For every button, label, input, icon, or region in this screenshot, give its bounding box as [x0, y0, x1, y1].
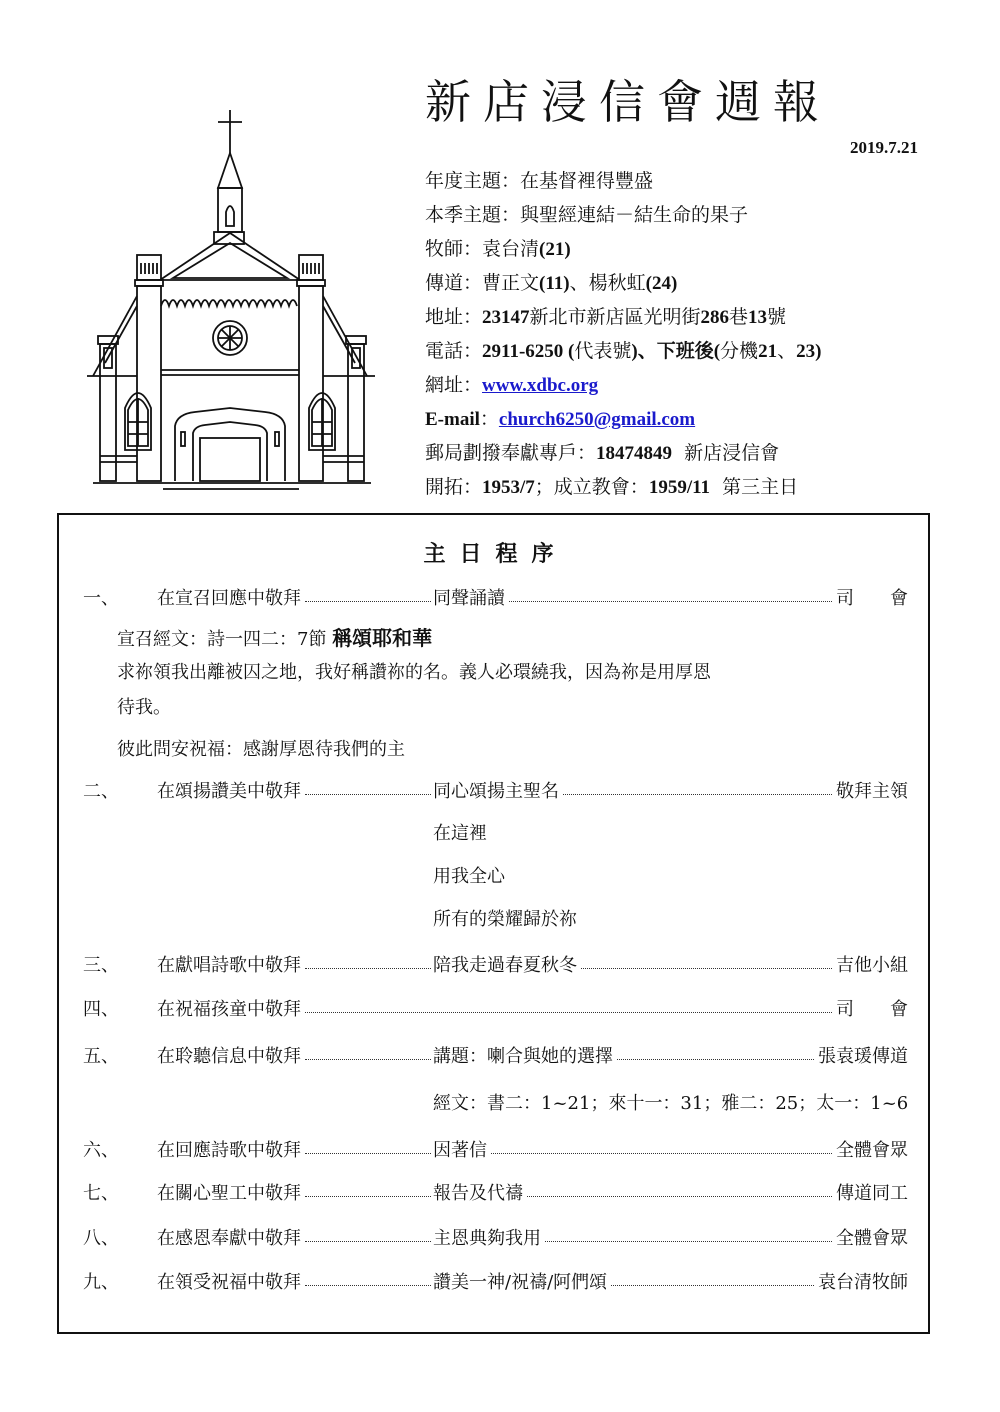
- phone-main-label: 代表號: [574, 340, 632, 362]
- evangelist1-ext: (11): [539, 273, 570, 294]
- call-verse-text-2: 待我。: [117, 697, 171, 718]
- annual-theme: [425, 169, 653, 193]
- program-item-number: 七、: [83, 1183, 119, 1204]
- dotted-leader: [305, 1012, 832, 1013]
- email-colon: ：: [479, 408, 499, 430]
- program-item-content: 同聲誦讀: [433, 588, 505, 609]
- postal-number: 18474849: [596, 443, 673, 464]
- phone-ext-label: 分機: [720, 340, 759, 362]
- program-item-leader: 司 會: [836, 999, 908, 1020]
- song-2: 用我全心: [433, 866, 505, 887]
- pastor-name: 袁台清: [482, 238, 540, 260]
- address-part2: 巷: [729, 306, 749, 328]
- church-illustration: [85, 108, 377, 493]
- song-1: 在這裡: [433, 823, 487, 844]
- song-3: 所有的榮耀歸於祢: [433, 909, 577, 930]
- dotted-leader: [581, 968, 832, 969]
- bulletin-title: 新店浸信會週報: [425, 75, 831, 129]
- program-item-number: 四、: [83, 999, 119, 1020]
- phone-ext-separator: 、: [777, 340, 797, 362]
- dotted-leader: [545, 1241, 832, 1242]
- address-part3: 號: [767, 306, 787, 328]
- established-label: ；成立教會：: [534, 476, 649, 498]
- dotted-leader: [305, 1196, 431, 1197]
- program-item: [83, 951, 908, 977]
- program-item-number: 五、: [83, 1046, 119, 1067]
- program-item-number: 八、: [83, 1228, 119, 1249]
- season-theme-value: 與聖經連結－結生命的果子: [520, 204, 749, 226]
- program-item-content: 讚美一神/祝禱/阿們頌: [433, 1272, 608, 1293]
- dotted-leader: [305, 968, 431, 969]
- program-item-title: 在祝福孩童中敬拜: [157, 999, 301, 1020]
- program-box: [57, 513, 930, 1334]
- evangelist2-name: 楊秋虹: [588, 272, 646, 294]
- season-theme-label: 本季主題：: [425, 204, 521, 226]
- dotted-leader: [305, 601, 431, 602]
- established-date: 1959/11: [648, 477, 711, 498]
- evangelist-line: [425, 271, 677, 296]
- program-item: [83, 1042, 908, 1068]
- pastor-line: [425, 237, 571, 262]
- program-item-number: 九、: [83, 1272, 119, 1293]
- dotted-leader: [491, 1153, 832, 1154]
- phone-number: 2911-6250 (: [482, 341, 575, 362]
- program-item-title: 在感恩奉獻中敬拜: [157, 1228, 301, 1249]
- program-item-title: 在獻唱詩歌中敬拜: [157, 955, 301, 976]
- program-item: [83, 584, 908, 610]
- program-title: 主日程序: [423, 541, 568, 567]
- dotted-leader: [305, 1241, 431, 1242]
- dotted-leader: [611, 1285, 814, 1286]
- program-item-title: 在回應詩歌中敬拜: [157, 1140, 301, 1161]
- phone-ext-2: 23): [796, 341, 822, 362]
- dotted-leader: [509, 601, 832, 602]
- call-verse-label: 宣召經文：詩一四二：7節: [117, 629, 327, 650]
- evangelist-separator: 、: [569, 272, 589, 294]
- address-num2: 13: [748, 307, 768, 328]
- scripture: 經文：書二：1~21；來十一：31；雅二：25；太一：1~6: [433, 1093, 909, 1114]
- annual-theme-value: 在基督裡得豐盛: [520, 170, 654, 192]
- address-zip: 23147: [482, 307, 530, 328]
- program-item-leader: 全體會眾: [836, 1228, 908, 1249]
- dotted-leader: [617, 1059, 814, 1060]
- program-item-title: 在頌揚讚美中敬拜: [157, 781, 301, 802]
- program-item-content: 同心頌揚主聖名: [433, 781, 559, 802]
- founded-line: [425, 475, 798, 500]
- phone-mid: )、下班後: [631, 341, 714, 362]
- email-link[interactable]: church6250@gmail.com: [498, 409, 696, 430]
- email-line: [425, 407, 695, 432]
- call-verse-line: [117, 622, 432, 651]
- program-item-leader: 吉他小組: [836, 955, 908, 976]
- phone-ext-open: (: [713, 341, 721, 362]
- dotted-leader: [305, 794, 431, 795]
- greeting: 彼此問安祝福：感謝厚恩待我們的主: [117, 739, 405, 760]
- program-item-leader: 袁台清牧師: [818, 1272, 908, 1293]
- program-item-content: 陪我走過春夏秋冬: [433, 955, 577, 976]
- phone-label: 電話：: [425, 340, 483, 362]
- evangelist-label: 傳道：: [425, 272, 483, 294]
- phone-line: [425, 339, 821, 364]
- sunday-note: 第三主日: [722, 476, 799, 498]
- program-item-number: 一、: [83, 588, 119, 609]
- program-item-leader: 敬拜主領: [836, 781, 908, 802]
- program-item-title: 在關心聖工中敬拜: [157, 1183, 301, 1204]
- dotted-leader: [305, 1285, 431, 1286]
- program-item-content: 主恩典夠我用: [433, 1228, 541, 1249]
- program-item-leader: 全體會眾: [836, 1140, 908, 1161]
- season-theme: [425, 203, 748, 227]
- annual-theme-label: 年度主題：: [425, 170, 521, 192]
- program-item: [83, 1136, 908, 1162]
- address-num1: 286: [700, 307, 730, 328]
- program-item-number: 二、: [83, 781, 119, 802]
- website-label: 網址：: [425, 374, 483, 396]
- evangelist1-name: 曹正文: [482, 272, 540, 294]
- program-item-leader: 張袁瑗傳道: [818, 1046, 908, 1067]
- program-item-number: 六、: [83, 1140, 119, 1161]
- program-item: [83, 1224, 908, 1250]
- dotted-leader: [305, 1059, 431, 1060]
- postal-line: [425, 441, 779, 466]
- postal-label: 郵局劃撥奉獻專戶：: [425, 442, 597, 464]
- program-item-title: 在聆聽信息中敬拜: [157, 1046, 301, 1067]
- program-item-number: 三、: [83, 955, 119, 976]
- dotted-leader: [563, 794, 832, 795]
- call-verse-title: 稱頌耶和華: [332, 626, 433, 650]
- program-item: [83, 1268, 908, 1294]
- program-item-title: 在宣召回應中敬拜: [157, 588, 301, 609]
- website-link[interactable]: www.xdbc.org: [482, 375, 599, 396]
- pastor-label: 牧師：: [425, 238, 483, 260]
- founded-date: 1953/7: [482, 477, 535, 498]
- dotted-leader: [527, 1196, 832, 1197]
- website-line: [425, 373, 598, 398]
- program-item-leader: 司 會: [836, 588, 908, 609]
- program-item: [83, 1179, 908, 1205]
- program-item-content: 講題：喇合與她的選擇: [433, 1046, 613, 1067]
- evangelist2-ext: (24): [645, 273, 678, 294]
- address-part1: 新北市新店區光明街: [529, 306, 701, 328]
- call-verse-text-1: 求祢領我出離被囚之地，我好稱讚祢的名。義人必環繞我，因為祢是用厚恩: [117, 662, 711, 683]
- dotted-leader: [305, 1153, 431, 1154]
- program-item-title: 在領受祝福中敬拜: [157, 1272, 301, 1293]
- address-line: [425, 305, 786, 330]
- program-item: [83, 995, 908, 1021]
- phone-ext-1: 21: [758, 341, 778, 362]
- program-item-content: 因著信: [433, 1140, 487, 1161]
- program-item-leader: 傳道同工: [836, 1183, 908, 1204]
- email-label: E-mail: [425, 409, 480, 430]
- address-label: 地址：: [425, 306, 483, 328]
- pastor-ext: (21): [539, 239, 571, 260]
- founded-label: 開拓：: [425, 476, 483, 498]
- bulletin-date: 2019.7.21: [850, 138, 918, 157]
- program-item: [83, 777, 908, 803]
- program-item-content: 報告及代禱: [433, 1183, 523, 1204]
- postal-name: 新店浸信會: [684, 442, 780, 464]
